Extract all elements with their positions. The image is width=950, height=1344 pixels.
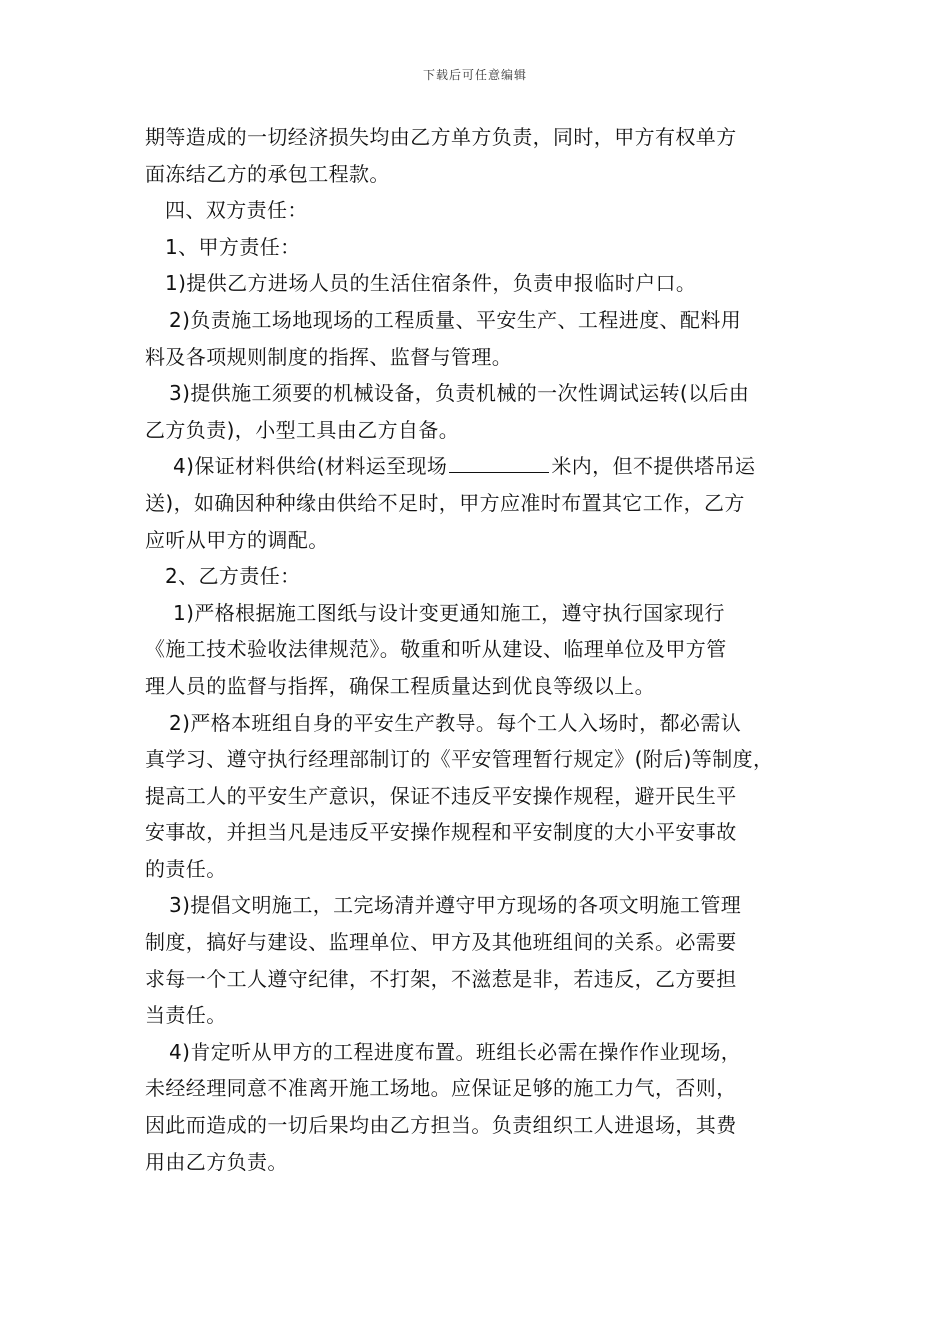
text-line: 当责任。 <box>145 1003 227 1028</box>
text-line: 的责任。 <box>145 856 227 881</box>
text-line: 面冻结乙方的承包工程款。 <box>145 161 390 186</box>
text-segment: 米内，但不提供塔吊运 <box>551 454 756 479</box>
text-line: 乙方负责)，小型工具由乙方自备。 <box>145 417 460 442</box>
text-line: 料及各项规则制度的指挥、监督与管理。 <box>145 344 513 369</box>
subsection-heading: 1、甲方责任： <box>165 234 301 259</box>
text-line: 3)提供施工须要的机械设备，负责机械的一次性调试运转(以后由 <box>169 381 750 406</box>
text-line-with-blank <box>145 448 815 485</box>
text-line: 《施工技术验收法律规范》。敬重和听从建设、临理单位及甲方管 <box>145 637 727 662</box>
text-line: 提高工人的平安生产意识，保证不违反平安操作规程，避开民生平 <box>145 783 737 808</box>
text-line: 1)严格根据施工图纸与设计变更通知施工，遵守执行国家现行 <box>173 600 725 625</box>
subsection-heading: 2、乙方责任： <box>165 564 301 589</box>
text-line: 2)负责施工场地现场的工程质量、平安生产、工程进度、配料用 <box>169 307 742 332</box>
text-line: 求每一个工人遵守纪律，不打架，不滋惹是非，若违反，乙方要担 <box>145 966 737 991</box>
text-line: 因此而造成的一切后果均由乙方担当。负责组织工人进退场，其费 <box>145 1113 737 1138</box>
text-line: 送)，如确因种种缘由供给不足时，甲方应准时布置其它工作，乙方 <box>145 490 745 515</box>
text-line: 真学习、遵守执行经理部制订的《平安管理暂行规定》(附后)等制度， <box>145 747 774 772</box>
text-line: 安事故，并担当凡是违反平安操作规程和平安制度的大小平安事故 <box>145 820 737 845</box>
section-heading: 四、双方责任： <box>165 198 308 223</box>
text-line: 1)提供乙方进场人员的生活住宿条件，负责申报临时户口。 <box>165 271 697 296</box>
page-header: 下载后可任意编辑 <box>422 68 527 82</box>
text-line: 未经经理同意不准离开施工场地。应保证足够的施工力气，否则， <box>145 1076 737 1101</box>
text-line: 期等造成的一切经济损失均由乙方单方负责，同时，甲方有权单方 <box>145 125 737 149</box>
text-line: 制度，搞好与建设、监理单位、甲方及其他班组间的关系。必需要 <box>145 930 737 955</box>
text-line: 2)严格本班组自身的平安生产教导。每个工人入场时，都必需认 <box>169 710 742 735</box>
text-line: 4)肯定听从甲方的工程进度布置。班组长必需在操作作业现场， <box>169 1039 742 1064</box>
text-line: 用由乙方负责。 <box>145 1149 288 1174</box>
text-line: 理人员的监督与指挥，确保工程质量达到优良等级以上。 <box>145 673 655 698</box>
text-line: 3)提倡文明施工，工完场清并遵守甲方现场的各项文明施工管理 <box>169 893 742 918</box>
fill-in-blank[interactable] <box>449 452 549 473</box>
text-line: 应听从甲方的调配。 <box>145 527 329 552</box>
document-body <box>145 119 815 1180</box>
text-segment: 4)保证材料供给(材料运至现场 <box>173 454 448 479</box>
